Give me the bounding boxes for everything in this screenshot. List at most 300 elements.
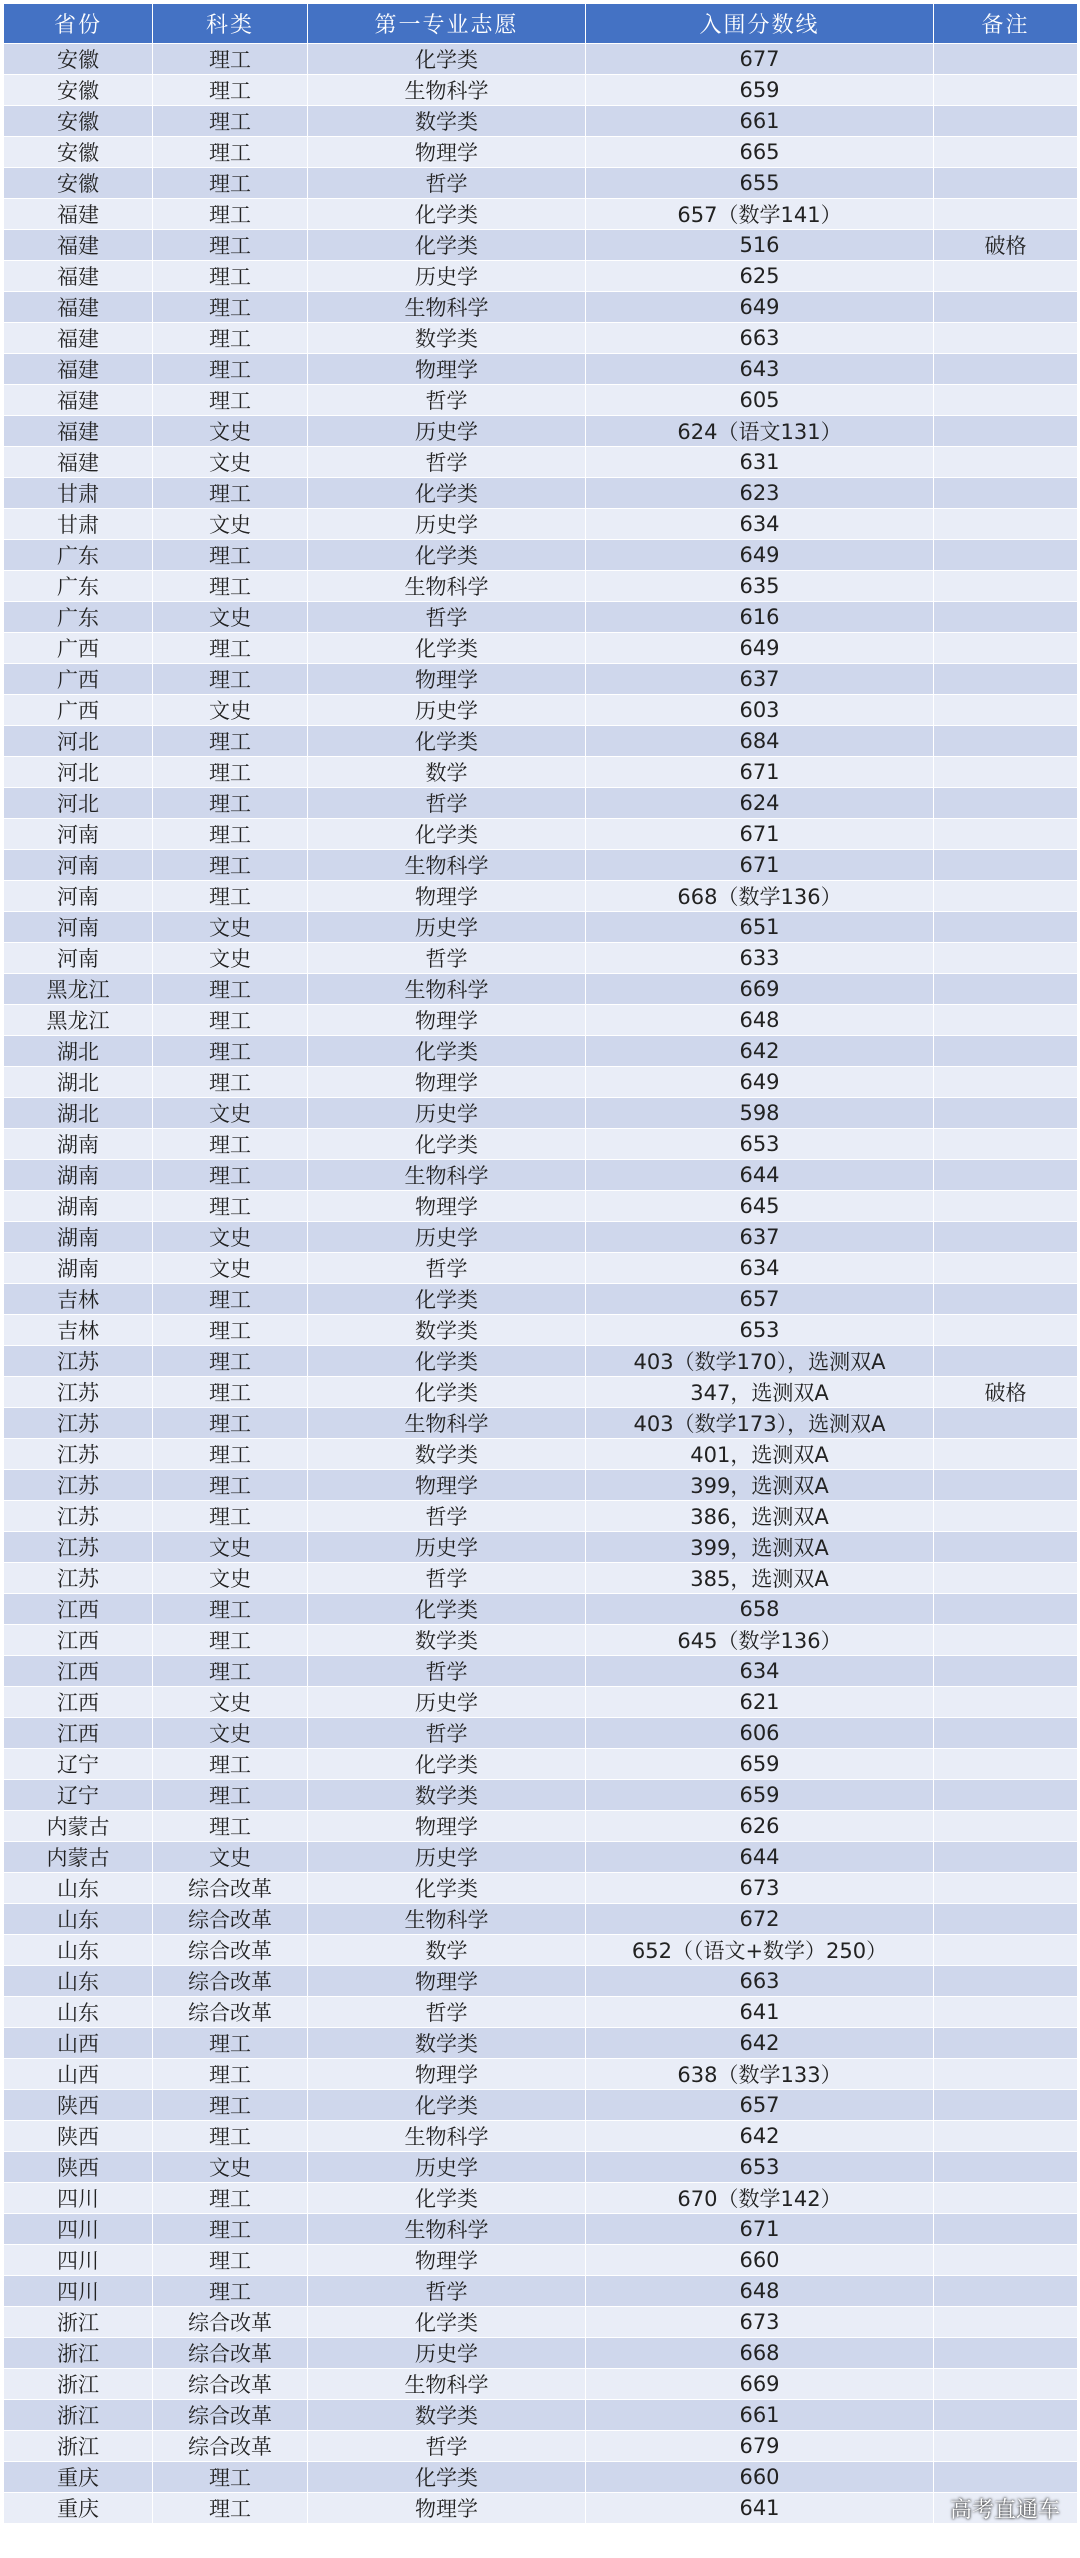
score-cell: 669 bbox=[586, 2369, 934, 2400]
category-cell: 文史 bbox=[153, 1222, 308, 1253]
table-row bbox=[4, 137, 1078, 168]
major-cell: 历史学 bbox=[308, 416, 586, 447]
table-row bbox=[4, 416, 1078, 447]
remark-cell bbox=[934, 1439, 1078, 1470]
province-cell: 河南 bbox=[4, 850, 153, 881]
major-cell: 物理学 bbox=[308, 664, 586, 695]
major-cell: 哲学 bbox=[308, 2431, 586, 2462]
remark-cell bbox=[934, 416, 1078, 447]
remark-cell bbox=[934, 2276, 1078, 2307]
table-row bbox=[4, 2090, 1078, 2121]
table-row bbox=[4, 2462, 1078, 2493]
watermark: 高考直通车 bbox=[949, 2498, 1060, 2523]
table-row bbox=[4, 230, 1078, 261]
major-cell: 哲学 bbox=[308, 2276, 586, 2307]
score-cell: 661 bbox=[586, 106, 934, 137]
category-cell: 理工 bbox=[153, 2028, 308, 2059]
category-cell: 理工 bbox=[153, 292, 308, 323]
category-cell: 理工 bbox=[153, 1408, 308, 1439]
major-cell: 化学类 bbox=[308, 230, 586, 261]
major-cell: 哲学 bbox=[308, 168, 586, 199]
province-cell: 福建 bbox=[4, 385, 153, 416]
table-row bbox=[4, 2183, 1078, 2214]
province-cell: 内蒙古 bbox=[4, 1811, 153, 1842]
table-row bbox=[4, 1129, 1078, 1160]
remark-cell bbox=[934, 1873, 1078, 1904]
major-cell: 哲学 bbox=[308, 1997, 586, 2028]
major-cell: 生物科学 bbox=[308, 850, 586, 881]
province-cell: 安徽 bbox=[4, 106, 153, 137]
remark-cell bbox=[934, 633, 1078, 664]
province-cell: 广东 bbox=[4, 540, 153, 571]
score-cell: 673 bbox=[586, 2307, 934, 2338]
province-cell: 浙江 bbox=[4, 2431, 153, 2462]
score-cell: 403（数学170），选测双A bbox=[586, 1346, 934, 1377]
province-cell: 辽宁 bbox=[4, 1780, 153, 1811]
table-row bbox=[4, 1997, 1078, 2028]
remark-cell bbox=[934, 261, 1078, 292]
score-cell: 399，选测双A bbox=[586, 1470, 934, 1501]
score-cell: 625 bbox=[586, 261, 934, 292]
score-cell: 347，选测双A bbox=[586, 1377, 934, 1408]
major-cell: 历史学 bbox=[308, 1842, 586, 1873]
table-row bbox=[4, 2028, 1078, 2059]
province-cell: 河南 bbox=[4, 943, 153, 974]
table-row bbox=[4, 2338, 1078, 2369]
major-cell: 历史学 bbox=[308, 1687, 586, 1718]
category-cell: 综合改革 bbox=[153, 1904, 308, 1935]
score-cell: 671 bbox=[586, 757, 934, 788]
major-cell: 化学类 bbox=[308, 1594, 586, 1625]
category-cell: 文史 bbox=[153, 1563, 308, 1594]
category-cell: 理工 bbox=[153, 664, 308, 695]
table-row bbox=[4, 1408, 1078, 1439]
remark-cell bbox=[934, 323, 1078, 354]
category-cell: 理工 bbox=[153, 757, 308, 788]
remark-cell bbox=[934, 1811, 1078, 1842]
province-cell: 陕西 bbox=[4, 2121, 153, 2152]
remark-cell bbox=[934, 974, 1078, 1005]
table-row bbox=[4, 1656, 1078, 1687]
category-cell: 理工 bbox=[153, 1749, 308, 1780]
province-cell: 陕西 bbox=[4, 2152, 153, 2183]
major-cell: 化学类 bbox=[308, 2462, 586, 2493]
remark-cell bbox=[934, 2338, 1078, 2369]
major-cell: 历史学 bbox=[308, 1532, 586, 1563]
major-cell: 生物科学 bbox=[308, 292, 586, 323]
province-cell: 山西 bbox=[4, 2028, 153, 2059]
score-cell: 631 bbox=[586, 447, 934, 478]
remark-cell bbox=[934, 912, 1078, 943]
table-row bbox=[4, 2431, 1078, 2462]
score-cell: 653 bbox=[586, 2152, 934, 2183]
category-cell: 理工 bbox=[153, 2245, 308, 2276]
table-row bbox=[4, 1842, 1078, 1873]
province-cell: 黑龙江 bbox=[4, 1005, 153, 1036]
category-cell: 文史 bbox=[153, 602, 308, 633]
major-cell: 化学类 bbox=[308, 1377, 586, 1408]
province-cell: 安徽 bbox=[4, 75, 153, 106]
category-cell: 理工 bbox=[153, 2493, 308, 2524]
table-row bbox=[4, 1780, 1078, 1811]
major-cell: 物理学 bbox=[308, 354, 586, 385]
score-cell: 657 bbox=[586, 1284, 934, 1315]
remark-cell bbox=[934, 1160, 1078, 1191]
category-cell: 理工 bbox=[153, 881, 308, 912]
category-cell: 文史 bbox=[153, 1718, 308, 1749]
score-cell: 671 bbox=[586, 850, 934, 881]
score-cell: 660 bbox=[586, 2245, 934, 2276]
score-cell: 634 bbox=[586, 509, 934, 540]
remark-cell bbox=[934, 1470, 1078, 1501]
major-cell: 生物科学 bbox=[308, 974, 586, 1005]
score-cell: 651 bbox=[586, 912, 934, 943]
category-cell: 综合改革 bbox=[153, 1935, 308, 1966]
major-cell: 哲学 bbox=[308, 1253, 586, 1284]
table-row bbox=[4, 819, 1078, 850]
category-cell: 综合改革 bbox=[153, 2400, 308, 2431]
table-row bbox=[4, 1470, 1078, 1501]
table-row bbox=[4, 881, 1078, 912]
category-cell: 理工 bbox=[153, 1811, 308, 1842]
major-cell: 化学类 bbox=[308, 1129, 586, 1160]
table-row bbox=[4, 1005, 1078, 1036]
province-cell: 四川 bbox=[4, 2276, 153, 2307]
remark-cell bbox=[934, 478, 1078, 509]
province-cell: 湖南 bbox=[4, 1191, 153, 1222]
category-cell: 理工 bbox=[153, 1129, 308, 1160]
score-cell: 649 bbox=[586, 540, 934, 571]
province-cell: 浙江 bbox=[4, 2400, 153, 2431]
score-cell: 652（（语文+数学）250） bbox=[586, 1935, 934, 1966]
province-cell: 重庆 bbox=[4, 2493, 153, 2524]
province-cell: 湖北 bbox=[4, 1036, 153, 1067]
table-row bbox=[4, 540, 1078, 571]
province-cell: 吉林 bbox=[4, 1284, 153, 1315]
category-cell: 文史 bbox=[153, 509, 308, 540]
major-cell: 数学 bbox=[308, 757, 586, 788]
score-cell: 616 bbox=[586, 602, 934, 633]
major-cell: 生物科学 bbox=[308, 571, 586, 602]
remark-cell bbox=[934, 850, 1078, 881]
category-cell: 理工 bbox=[153, 726, 308, 757]
table-row bbox=[4, 261, 1078, 292]
table-row bbox=[4, 1749, 1078, 1780]
remark-cell bbox=[934, 1129, 1078, 1160]
province-cell: 山东 bbox=[4, 1873, 153, 1904]
major-cell: 生物科学 bbox=[308, 1904, 586, 1935]
table-row bbox=[4, 323, 1078, 354]
category-cell: 理工 bbox=[153, 633, 308, 664]
province-cell: 四川 bbox=[4, 2245, 153, 2276]
major-cell: 物理学 bbox=[308, 1067, 586, 1098]
category-cell: 理工 bbox=[153, 168, 308, 199]
category-cell: 理工 bbox=[153, 230, 308, 261]
province-cell: 江西 bbox=[4, 1687, 153, 1718]
category-cell: 理工 bbox=[153, 323, 308, 354]
score-cell: 649 bbox=[586, 1067, 934, 1098]
major-cell: 生物科学 bbox=[308, 1408, 586, 1439]
province-cell: 福建 bbox=[4, 261, 153, 292]
remark-cell bbox=[934, 509, 1078, 540]
score-cell: 669 bbox=[586, 974, 934, 1005]
remark-cell bbox=[934, 1966, 1078, 1997]
table-row bbox=[4, 1284, 1078, 1315]
score-cell: 399，选测双A bbox=[586, 1532, 934, 1563]
category-cell: 理工 bbox=[153, 1067, 308, 1098]
category-cell: 理工 bbox=[153, 2214, 308, 2245]
score-cell: 679 bbox=[586, 2431, 934, 2462]
province-cell: 湖南 bbox=[4, 1129, 153, 1160]
score-cell: 644 bbox=[586, 1842, 934, 1873]
major-cell: 物理学 bbox=[308, 2493, 586, 2524]
remark-cell bbox=[934, 2431, 1078, 2462]
remark-cell bbox=[934, 1749, 1078, 1780]
category-cell: 理工 bbox=[153, 1501, 308, 1532]
major-cell: 化学类 bbox=[308, 1346, 586, 1377]
remark-cell bbox=[934, 2090, 1078, 2121]
province-cell: 黑龙江 bbox=[4, 974, 153, 1005]
major-cell: 历史学 bbox=[308, 509, 586, 540]
category-cell: 理工 bbox=[153, 1284, 308, 1315]
major-cell: 数学类 bbox=[308, 323, 586, 354]
table-row bbox=[4, 168, 1078, 199]
province-cell: 广西 bbox=[4, 633, 153, 664]
major-cell: 化学类 bbox=[308, 726, 586, 757]
province-cell: 湖南 bbox=[4, 1222, 153, 1253]
header-remark: 备注 bbox=[934, 4, 1078, 44]
table-row bbox=[4, 2214, 1078, 2245]
score-cell: 649 bbox=[586, 633, 934, 664]
remark-cell bbox=[934, 2400, 1078, 2431]
score-cell: 653 bbox=[586, 1129, 934, 1160]
remark-cell bbox=[934, 137, 1078, 168]
table-row bbox=[4, 912, 1078, 943]
major-cell: 哲学 bbox=[308, 1656, 586, 1687]
remark-cell bbox=[934, 385, 1078, 416]
province-cell: 江苏 bbox=[4, 1501, 153, 1532]
score-cell: 635 bbox=[586, 571, 934, 602]
major-cell: 数学 bbox=[308, 1935, 586, 1966]
category-cell: 理工 bbox=[153, 974, 308, 1005]
table-row bbox=[4, 1501, 1078, 1532]
province-cell: 江西 bbox=[4, 1625, 153, 1656]
province-cell: 湖南 bbox=[4, 1160, 153, 1191]
remark-cell bbox=[934, 2307, 1078, 2338]
province-cell: 甘肃 bbox=[4, 478, 153, 509]
remark-cell bbox=[934, 447, 1078, 478]
table-row bbox=[4, 726, 1078, 757]
score-cell: 386，选测双A bbox=[586, 1501, 934, 1532]
remark-cell bbox=[934, 602, 1078, 633]
category-cell: 综合改革 bbox=[153, 1997, 308, 2028]
remark-cell bbox=[934, 2059, 1078, 2090]
table-row bbox=[4, 2369, 1078, 2400]
major-cell: 数学类 bbox=[308, 2400, 586, 2431]
major-cell: 历史学 bbox=[308, 695, 586, 726]
score-cell: 661 bbox=[586, 2400, 934, 2431]
table-row bbox=[4, 695, 1078, 726]
table-row bbox=[4, 1935, 1078, 1966]
remark-cell bbox=[934, 788, 1078, 819]
header-first-major-choice: 第一专业志愿 bbox=[308, 4, 586, 44]
major-cell: 哲学 bbox=[308, 1563, 586, 1594]
major-cell: 历史学 bbox=[308, 2152, 586, 2183]
score-cell: 657 bbox=[586, 2090, 934, 2121]
province-cell: 福建 bbox=[4, 447, 153, 478]
remark-cell bbox=[934, 1904, 1078, 1935]
score-cell: 660 bbox=[586, 2462, 934, 2493]
province-cell: 江苏 bbox=[4, 1470, 153, 1501]
table-row bbox=[4, 199, 1078, 230]
province-cell: 福建 bbox=[4, 323, 153, 354]
remark-cell bbox=[934, 2183, 1078, 2214]
province-cell: 广西 bbox=[4, 695, 153, 726]
major-cell: 化学类 bbox=[308, 633, 586, 664]
remark-cell bbox=[934, 1594, 1078, 1625]
remark-cell bbox=[934, 1935, 1078, 1966]
table-row bbox=[4, 1625, 1078, 1656]
province-cell: 河南 bbox=[4, 881, 153, 912]
province-cell: 四川 bbox=[4, 2214, 153, 2245]
province-cell: 山东 bbox=[4, 1966, 153, 1997]
province-cell: 江西 bbox=[4, 1594, 153, 1625]
remark-cell bbox=[934, 199, 1078, 230]
province-cell: 山东 bbox=[4, 1997, 153, 2028]
province-cell: 广西 bbox=[4, 664, 153, 695]
table-row bbox=[4, 1966, 1078, 1997]
table-row bbox=[4, 1687, 1078, 1718]
major-cell: 生物科学 bbox=[308, 2369, 586, 2400]
remark-cell bbox=[934, 2152, 1078, 2183]
category-cell: 文史 bbox=[153, 447, 308, 478]
score-cell: 653 bbox=[586, 1315, 934, 1346]
table-row bbox=[4, 1811, 1078, 1842]
remark-cell bbox=[934, 2462, 1078, 2493]
category-cell: 理工 bbox=[153, 1005, 308, 1036]
score-cell: 659 bbox=[586, 75, 934, 106]
score-cell: 642 bbox=[586, 1036, 934, 1067]
category-cell: 理工 bbox=[153, 2183, 308, 2214]
category-cell: 理工 bbox=[153, 106, 308, 137]
major-cell: 物理学 bbox=[308, 2245, 586, 2276]
category-cell: 理工 bbox=[153, 1780, 308, 1811]
remark-cell bbox=[934, 1346, 1078, 1377]
remark-cell bbox=[934, 1253, 1078, 1284]
category-cell: 理工 bbox=[153, 819, 308, 850]
table-row bbox=[4, 757, 1078, 788]
remark-cell bbox=[934, 1315, 1078, 1346]
province-cell: 广东 bbox=[4, 602, 153, 633]
table-row bbox=[4, 447, 1078, 478]
category-cell: 理工 bbox=[153, 571, 308, 602]
category-cell: 文史 bbox=[153, 695, 308, 726]
score-cell: 645 bbox=[586, 1191, 934, 1222]
remark-cell bbox=[934, 1408, 1078, 1439]
province-cell: 河南 bbox=[4, 912, 153, 943]
major-cell: 物理学 bbox=[308, 137, 586, 168]
table-row bbox=[4, 571, 1078, 602]
header-subject-category: 科类 bbox=[153, 4, 308, 44]
table-row bbox=[4, 478, 1078, 509]
province-cell: 湖南 bbox=[4, 1253, 153, 1284]
score-cell: 663 bbox=[586, 323, 934, 354]
category-cell: 理工 bbox=[153, 1470, 308, 1501]
score-cell: 606 bbox=[586, 1718, 934, 1749]
remark-cell bbox=[934, 44, 1078, 75]
remark-cell bbox=[934, 1625, 1078, 1656]
table-row bbox=[4, 2245, 1078, 2276]
major-cell: 化学类 bbox=[308, 478, 586, 509]
remark-cell bbox=[934, 2121, 1078, 2152]
province-cell: 广东 bbox=[4, 571, 153, 602]
province-cell: 福建 bbox=[4, 199, 153, 230]
admission-score-table bbox=[3, 3, 1078, 2524]
score-cell: 671 bbox=[586, 2214, 934, 2245]
category-cell: 综合改革 bbox=[153, 2431, 308, 2462]
remark-cell bbox=[934, 1284, 1078, 1315]
score-cell: 657（数学141） bbox=[586, 199, 934, 230]
remark-cell bbox=[934, 726, 1078, 757]
province-cell: 福建 bbox=[4, 292, 153, 323]
table-row bbox=[4, 2152, 1078, 2183]
province-cell: 江西 bbox=[4, 1718, 153, 1749]
score-cell: 516 bbox=[586, 230, 934, 261]
table-row bbox=[4, 1222, 1078, 1253]
table-row bbox=[4, 974, 1078, 1005]
table-row bbox=[4, 1377, 1078, 1408]
remark-cell bbox=[934, 1718, 1078, 1749]
category-cell: 综合改革 bbox=[153, 1966, 308, 1997]
major-cell: 哲学 bbox=[308, 1501, 586, 1532]
remark-cell bbox=[934, 819, 1078, 850]
table-row bbox=[4, 1346, 1078, 1377]
score-cell: 641 bbox=[586, 2493, 934, 2524]
table-row bbox=[4, 664, 1078, 695]
table-row bbox=[4, 633, 1078, 664]
category-cell: 理工 bbox=[153, 385, 308, 416]
remark-cell bbox=[934, 1532, 1078, 1563]
table-row bbox=[4, 1904, 1078, 1935]
province-cell: 江苏 bbox=[4, 1532, 153, 1563]
score-cell: 655 bbox=[586, 168, 934, 199]
score-cell: 643 bbox=[586, 354, 934, 385]
major-cell: 哲学 bbox=[308, 1718, 586, 1749]
category-cell: 理工 bbox=[153, 2090, 308, 2121]
table-row bbox=[4, 1532, 1078, 1563]
major-cell: 化学类 bbox=[308, 1873, 586, 1904]
score-cell: 637 bbox=[586, 1222, 934, 1253]
category-cell: 理工 bbox=[153, 540, 308, 571]
remark-cell bbox=[934, 2028, 1078, 2059]
score-cell: 638（数学133） bbox=[586, 2059, 934, 2090]
province-cell: 江苏 bbox=[4, 1563, 153, 1594]
category-cell: 文史 bbox=[153, 2152, 308, 2183]
major-cell: 数学类 bbox=[308, 1625, 586, 1656]
category-cell: 理工 bbox=[153, 788, 308, 819]
major-cell: 历史学 bbox=[308, 1098, 586, 1129]
category-cell: 理工 bbox=[153, 2276, 308, 2307]
table-row bbox=[4, 1563, 1078, 1594]
province-cell: 山东 bbox=[4, 1904, 153, 1935]
major-cell: 历史学 bbox=[308, 2338, 586, 2369]
category-cell: 文史 bbox=[153, 1687, 308, 1718]
province-cell: 甘肃 bbox=[4, 509, 153, 540]
remark-cell bbox=[934, 106, 1078, 137]
score-cell: 672 bbox=[586, 1904, 934, 1935]
remark-cell bbox=[934, 75, 1078, 106]
category-cell: 理工 bbox=[153, 44, 308, 75]
